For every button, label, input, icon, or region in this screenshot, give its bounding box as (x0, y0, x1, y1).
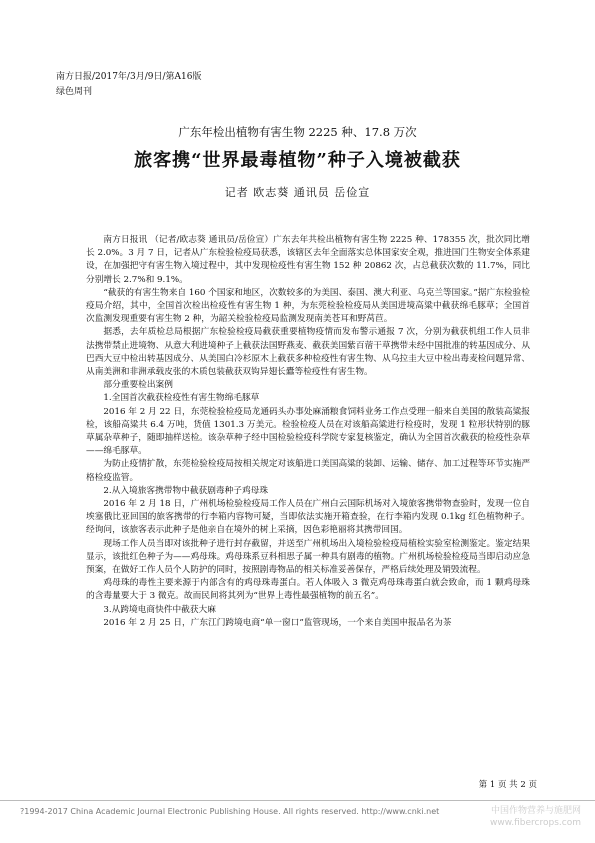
paragraph: 2016 年 2 月 22 日，东莞检验检疫局龙通码头办事处麻涌粮食饲料业务工作点受理一船来自美国的散装高粱报检，该船高粱共 6.4 万吨，货值 1301.3 万美元。检验检疫人员在对该船高粱进行检疫时，发现 1 粒形状特别的豚草属杂草种子，随即抽样送检。该杂草种子经中国检验检疫科学院专家复核鉴定，确认为全国首次截获的检疫性杂草——绵毛豚草。 (86, 406, 530, 457)
paragraph: 南方日报讯 （记者/欧志葵 通讯员/岳俭宣）广东去年共检出植物有害生物 2225 种、178355 次，批次同比增长 2.0%。3 月 7 日，记者从广东检验检疫局获悉，该辖区去年全面落实总体国家安全观，推进国门生物安全体系建设，在加强把守有害生物入境过程中，其中发现检疫性有害生物 152 种 20862 次，占总截获次数的 11.7%，同比分别增长 2.7%和 9.1%。 (86, 235, 530, 285)
paragraph: 2016 年 2 月 18 日，广州机场检验检疫局工作人员在广州白云国际机场对入境旅客携带物查验时，发现一位自埃塞俄比亚回国的旅客携带的行李箱内容物可疑，当即依法实施开箱查验，在行李箱内发现 0.1kg 红色植物种子。经询问，该旅客表示此种子是他亲自在境外的树上采摘，因色彩艳丽将其携带回国。 (86, 499, 530, 536)
section-name: 绿色周刊 (56, 87, 93, 97)
article-body (86, 234, 530, 630)
paragraph: 现场工作人员当即对该批种子进行封存截留，并送至广州机场出入境检验检疫局植检实验室检测鉴定。鉴定结果显示，该批红色种子为——鸡母珠。鸡母珠系豆科相思子属一种具有剧毒的植物。广州机场检验检疫局当即启动应急预案，在做好工作人员个人防护的同时，按照剧毒物品的相关标准妥善保存，严格后续处理及销毁流程。 (86, 538, 530, 576)
article-subtitle: 广东年检出植物有害生物 2225 种、17.8 万次 (178, 125, 417, 139)
watermark: 中国作物营养与施肥网 www.fibercrops.com (490, 806, 581, 828)
copyright-text: ?1994-2017 China Academic Journal Electronic Publishing House. All rights reserved. http://www.cnki.net (20, 807, 440, 816)
page-header (56, 70, 201, 100)
section-heading: 部分重要检出案例 (103, 380, 173, 391)
paragraph: “截获的有害生物来自 160 个国家和地区，次数较多的为美国、泰国、澳大利亚、乌克兰等国家。”据广东检验检疫局介绍，其中，全国首次检出检疫性有害生物 1 种，为东莞检验检疫局从美国进境高粱中截获绵毛豚草；全国首次监测发现重要有害生物 2 种，为韶关检验检疫局监测发现南美苍耳和野莴苣。 (86, 287, 530, 325)
footer (0, 800, 595, 843)
page-number: 第 1 页 共 2 页 (478, 780, 537, 790)
source-line: 南方日报/2017年/3月/9日/第A16版 (56, 72, 202, 82)
case-heading: 3.从跨境电商快件中截获大麻 (103, 604, 216, 615)
case-heading: 2.从入境旅客携带物中截获剧毒种子鸡母珠 (103, 485, 269, 496)
paragraph: 为防止疫情扩散，东莞检验检疫局按相关规定对该船进口美国高粱的装卸、运输、储存、加工过程等环节实施严格检疫监管。 (86, 459, 530, 483)
case-heading: 1.全国首次截获检疫性有害生物绵毛豚草 (103, 393, 260, 404)
paragraph: 鸡母珠的毒性主要来源于内部含有的鸡母珠毒蛋白。若人体吸入 3 微克鸡母珠毒蛋白就会致命，而 1 颗鸡母珠的含毒量要大于 3 微克。故而民间将其列为“世界上毒性最强植物的前五名”。 (86, 578, 530, 602)
article-byline: 记者 欧志葵 通讯员 岳俭宣 (224, 186, 371, 199)
paragraph: 2016 年 2 月 25 日，广东江门跨境电商“单一窗口”监管现场，一个来自美国申报品名为茶 (103, 617, 452, 628)
paragraph: 据悉，去年质检总局根据广东检验检疫局截获重要植物疫情而发布警示通报 7 次，分别为截获机组工作人员非法携带禁止进境物、从意大利进境种子上截获法国野燕麦、截获美国紫百蓿干草携带未经中国批准的转基因成分、从巴西大豆中检出转基因成分、从美国白冷杉原木上截获多种检疫性有害生物、从乌拉圭大豆中检出毒麦检问题异常、从南美洲和非洲承载皮张的木质包装截获双钩异翅长蠹等检疫性有害生物。 (86, 327, 530, 378)
article-title: 旅客携“世界最毒植物”种子入境被截获 (134, 150, 461, 171)
